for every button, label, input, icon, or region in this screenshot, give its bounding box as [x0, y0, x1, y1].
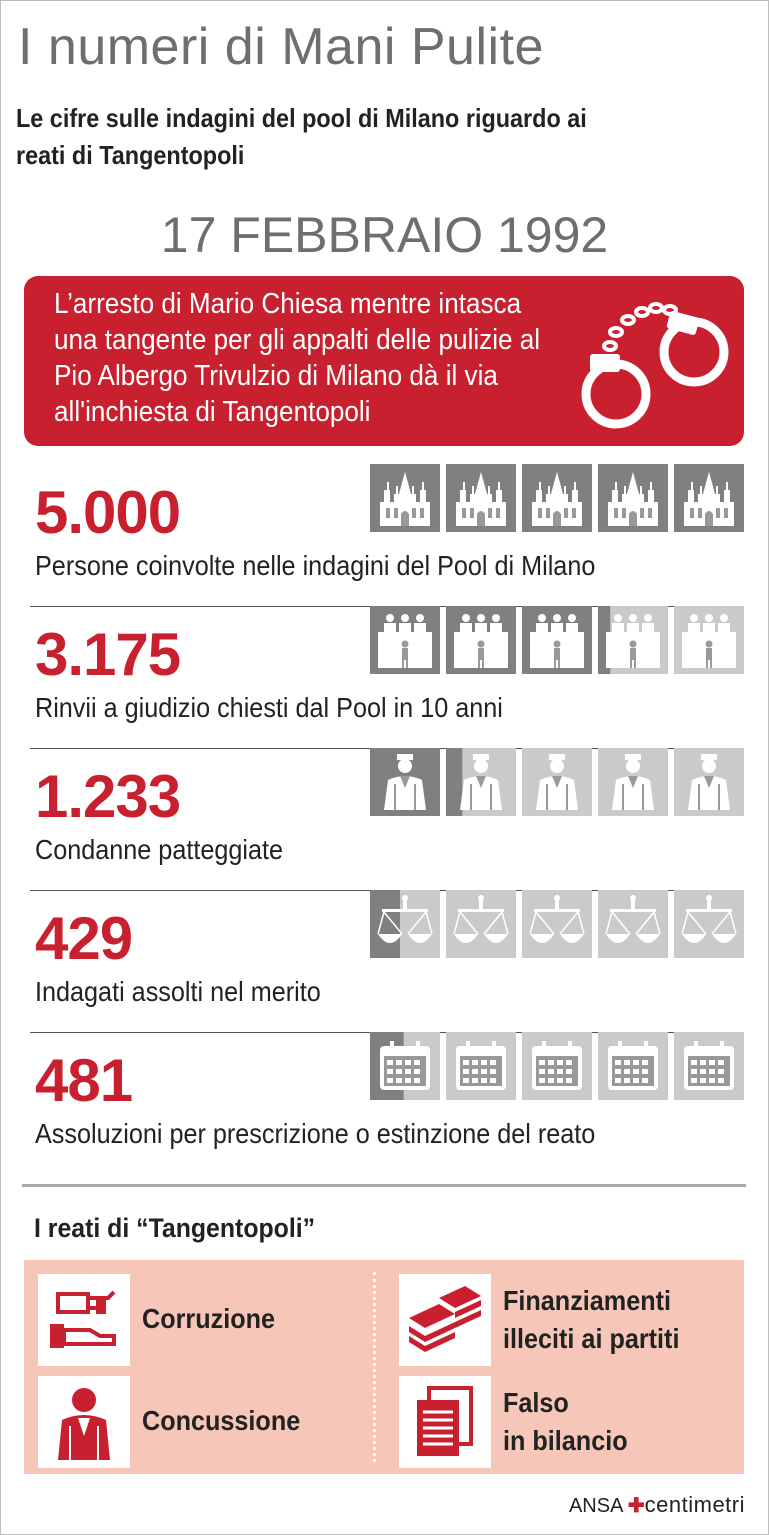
stat-label: Rinvii a giudizio chiesti dal Pool in 10 anni	[35, 692, 503, 723]
money-stack-icon	[399, 1274, 491, 1366]
crime-label: Falso	[503, 1387, 569, 1418]
calendar-icon	[598, 1032, 668, 1100]
brand-centimetri: centimetri	[644, 1492, 745, 1517]
stat-value: 5.000	[35, 479, 181, 546]
brand-mark: ✚	[627, 1495, 645, 1517]
stat-value: 429	[35, 905, 133, 972]
event-date: 17 FEBBRAIO 1992	[160, 207, 609, 263]
stat-icons	[370, 890, 744, 960]
crime-finanziamenti	[399, 1274, 739, 1366]
crime-label: Concussione	[142, 1405, 301, 1436]
stat-value: 481	[35, 1047, 133, 1114]
bribe-hands-icon	[38, 1274, 130, 1366]
stat-value: 1.233	[35, 763, 181, 830]
stat-icons	[370, 748, 744, 818]
crime-label: Finanziamenti	[503, 1285, 672, 1316]
scales-icon	[370, 890, 440, 958]
crime-corruzione	[38, 1274, 378, 1366]
duomo-icon	[598, 464, 668, 532]
scales-icon	[598, 890, 668, 958]
duomo-icon	[674, 464, 744, 532]
duomo-icon	[446, 464, 516, 532]
page-subtitle: Le cifre sulle indagini del pool di Milano riguardo ai reati di Tangentopoli	[16, 103, 587, 170]
judge-icon	[522, 748, 592, 816]
judge-icon	[446, 748, 516, 816]
stat-row-prescription	[30, 1032, 744, 1174]
brand-logo	[569, 1490, 745, 1521]
scales-icon	[674, 890, 744, 958]
handcuffs-icon	[576, 296, 736, 436]
crime-label: illeciti ai partiti	[503, 1323, 680, 1354]
stat-row-indictments	[30, 606, 744, 749]
courtroom-icon	[446, 606, 516, 674]
scales-icon	[522, 890, 592, 958]
scales-icon	[446, 890, 516, 958]
judge-icon	[370, 748, 440, 816]
stat-icons	[370, 606, 744, 676]
stat-row-plea-bargains	[30, 748, 744, 891]
documents-icon	[399, 1376, 491, 1468]
official-icon	[38, 1376, 130, 1468]
stat-label: Condanne patteggiate	[35, 834, 284, 865]
page-title: I numeri di Mani Pulite	[18, 18, 544, 76]
brand-ansa: ANSA	[568, 1495, 623, 1517]
crimes-title: I reati di “Tangentopoli”	[34, 1213, 316, 1243]
courtroom-icon	[370, 606, 440, 674]
calendar-icon	[370, 1032, 440, 1100]
section-divider	[22, 1184, 746, 1187]
stat-row-people	[30, 464, 744, 607]
crime-concussione	[38, 1376, 378, 1468]
stat-value: 3.175	[35, 621, 181, 688]
courtroom-icon	[598, 606, 668, 674]
crime-label: Corruzione	[142, 1303, 276, 1334]
duomo-icon	[370, 464, 440, 532]
crime-label: in bilancio	[503, 1425, 628, 1456]
event-box	[24, 276, 744, 446]
crimes-panel	[24, 1260, 744, 1474]
stat-label: Indagati assolti nel merito	[35, 976, 321, 1007]
stat-icons	[370, 464, 744, 534]
stat-label: Persone coinvolte nelle indagini del Pool di Milano	[35, 550, 596, 581]
judge-icon	[674, 748, 744, 816]
calendar-icon	[522, 1032, 592, 1100]
duomo-icon	[522, 464, 592, 532]
courtroom-icon	[674, 606, 744, 674]
calendar-icon	[674, 1032, 744, 1100]
courtroom-icon	[522, 606, 592, 674]
stat-label: Assoluzioni per prescrizione o estinzione del reato	[35, 1118, 596, 1149]
stat-row-acquittals	[30, 890, 744, 1033]
event-text: L’arresto di Mario Chiesa mentre intasca una tangente per gli appalti delle pulizie al Pio Albergo Trivulzio di Milano dà il via all'inchiesta di Tangentopoli	[54, 288, 541, 428]
crime-falso-bilancio	[399, 1376, 739, 1468]
judge-icon	[598, 748, 668, 816]
calendar-icon	[446, 1032, 516, 1100]
stat-icons	[370, 1032, 744, 1102]
